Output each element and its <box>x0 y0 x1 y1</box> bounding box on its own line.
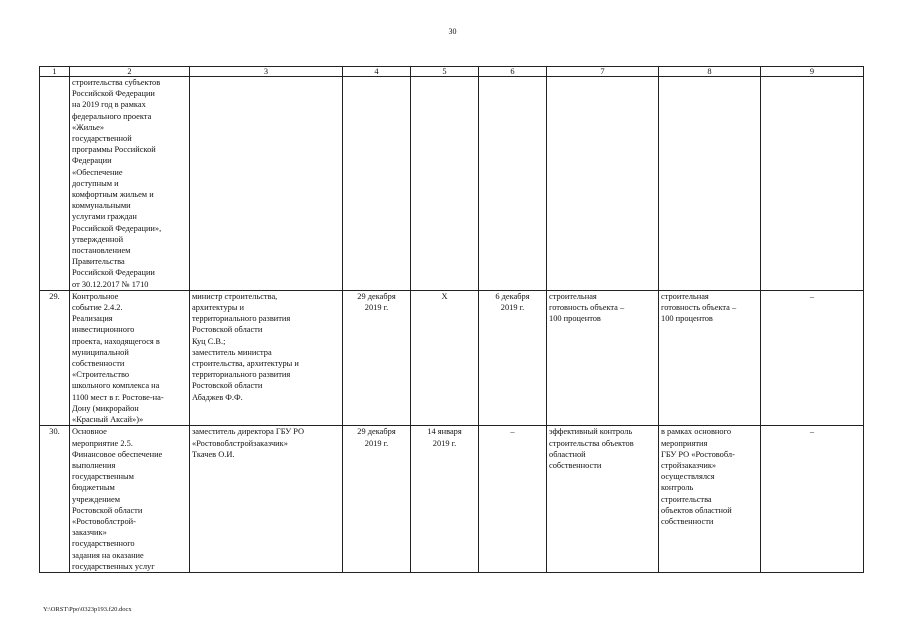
row-number: 30. <box>40 426 70 573</box>
plan-table <box>39 66 864 573</box>
responsible-cell: заместитель директора ГБУ РО «Ростовоблстройзаказчик» Ткачев О.И. <box>190 426 343 573</box>
reasons-cell: – <box>761 426 864 573</box>
reasons-cell <box>761 77 864 291</box>
end-date-cell: 6 декабря 2019 г. <box>479 290 547 425</box>
header-cell: 9 <box>761 67 864 77</box>
planned-result-cell: строительная готовность объекта – 100 процентов <box>547 290 659 425</box>
header-cell: 4 <box>343 67 411 77</box>
event-name-cell: Основное мероприятие 2.5. Финансовое обеспечение выполнения государственным бюджетным учреждением Ростовской области «Ростовоблстрой- заказчик» государственного задания на оказание государственных услуг <box>70 426 190 573</box>
end-date-cell <box>479 77 547 291</box>
responsible-cell: министр строительства, архитектуры и территориального развития Ростовской области Куц С.В.; заместитель министра строительства, архитектуры и территориального развития Ростовской области Абаджев Ф.Ф. <box>190 290 343 425</box>
actual-result-cell: строительная готовность объекта – 100 процентов <box>659 290 761 425</box>
header-cell: 5 <box>411 67 479 77</box>
responsible-cell <box>190 77 343 291</box>
footer-file-path: Y:\ORST\Ppo\0323p193.f20.docx <box>43 606 132 613</box>
table-row <box>40 426 864 573</box>
event-name-cell: строительства субъектов Российской Федерации на 2019 год в рамках федерального проекта «Жилье» государственной программы Российской Федерации «Обеспечение доступным и комфортным жильем и коммунальными услугами граждан Российской Федерации», утвержденной постановлением Правительства Российской Федерации от 30.12.2017 № 1710 <box>70 77 190 291</box>
start-date-cell: 14 января 2019 г. <box>411 426 479 573</box>
table-row <box>40 290 864 425</box>
header-cell: 3 <box>190 67 343 77</box>
reasons-cell: – <box>761 290 864 425</box>
row-number <box>40 77 70 291</box>
header-cell: 7 <box>547 67 659 77</box>
planned-date-cell: 29 декабря 2019 г. <box>343 426 411 573</box>
header-cell: 1 <box>40 67 70 77</box>
row-number: 29. <box>40 290 70 425</box>
actual-result-cell: в рамках основного мероприятия ГБУ РО «Ростовобл- стройзаказчик» осуществлялся контроль строительства объектов областной собственности <box>659 426 761 573</box>
header-cell: 6 <box>479 67 547 77</box>
header-cell: 8 <box>659 67 761 77</box>
table-row <box>40 77 864 291</box>
start-date-cell: X <box>411 290 479 425</box>
planned-result-cell: эффективный контроль строительства объектов областной собственности <box>547 426 659 573</box>
page-number: 30 <box>448 27 457 36</box>
planned-result-cell <box>547 77 659 291</box>
end-date-cell: – <box>479 426 547 573</box>
planned-date-cell: 29 декабря 2019 г. <box>343 290 411 425</box>
header-cell: 2 <box>70 67 190 77</box>
start-date-cell <box>411 77 479 291</box>
header-row <box>40 67 864 77</box>
event-name-cell: Контрольное событие 2.4.2. Реализация инвестиционного проекта, находящегося в муниципальной собственности «Строительство школьного комплекса на 1100 мест в г. Ростове-на- Дону (микрорайон «Красный Аксай»)» <box>70 290 190 425</box>
actual-result-cell <box>659 77 761 291</box>
planned-date-cell <box>343 77 411 291</box>
